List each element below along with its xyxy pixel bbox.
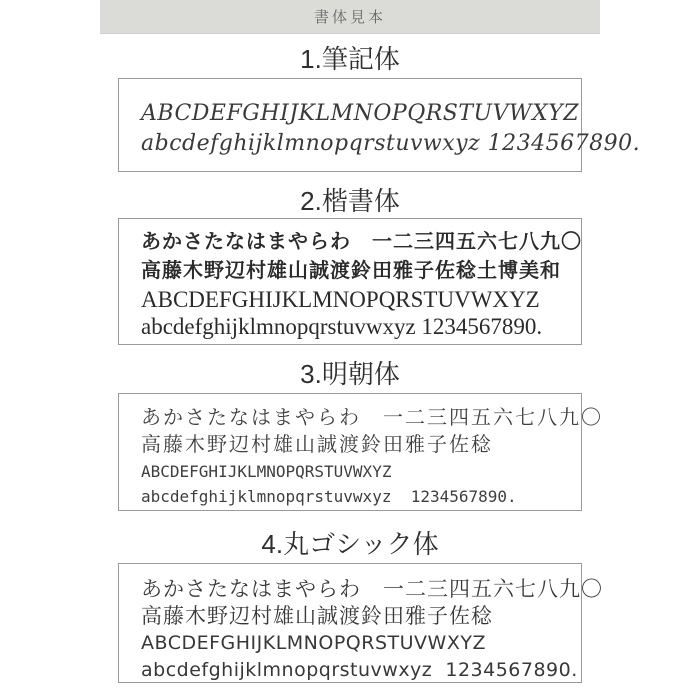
sample-line-lowercase-digits: abcdefghijklmnopqrstuvwxyz 1234567890. [141,487,517,506]
sample-line-kana-numerals: あかさたなはまやらわ 一二三四五六七八九〇 [141,231,582,253]
sample-box-maru-gothic [118,563,603,683]
sample-line-lowercase-digits: abcdefghijklmnopqrstuvwxyz 1234567890. [141,131,641,156]
sample-line-kana-numerals: あかさたなはまやらわ 一二三四五六七八九〇 [141,407,603,429]
section-heading-hikkitai: 1.筆記体 [300,44,400,74]
sample-line-kanji-names: 高藤木野辺村雄山誠渡鈴田雅子佐稔 [141,434,493,456]
sample-line-uppercase: ABCDEFGHIJKLMNOPQRSTUVWXYZ [141,287,540,312]
sample-line-kanji-names: 高藤木野辺村雄山誠渡鈴田雅子佐稔土博美和 [141,260,561,282]
sample-box-kaisho [118,218,582,345]
sample-line-kanji-names: 高藤木野辺村雄山誠渡鈴田雅子佐稔 [141,605,493,628]
section-heading-mincho: 3.明朝体 [300,359,400,389]
page-title: 書体見本 [313,9,386,26]
section-heading-maru-gothic: 4.丸ゴシック体 [261,529,439,559]
sample-line-lowercase-digits: abcdefghijklmnopqrstuvwxyz 1234567890. [141,659,578,681]
sample-line-lowercase-digits: abcdefghijklmnopqrstuvwxyz 1234567890. [141,314,543,339]
sample-line-uppercase: ABCDEFGHIJKLMNOPQRSTUVWXYZ [141,632,486,654]
sample-box-mincho [118,393,603,511]
header-bar [100,0,600,34]
section-heading-kaisho: 2.楷書体 [300,186,400,216]
sample-box-hikkitai [118,78,641,172]
sample-line-uppercase: ABCDEFGHIJKLMNOPQRSTUVWXYZ [141,101,580,126]
sample-line-uppercase: ABCDEFGHIJKLMNOPQRSTUVWXYZ [141,462,392,481]
sample-line-kana-numerals: あかさたなはまやらわ 一二三四五六七八九〇 [141,578,603,601]
